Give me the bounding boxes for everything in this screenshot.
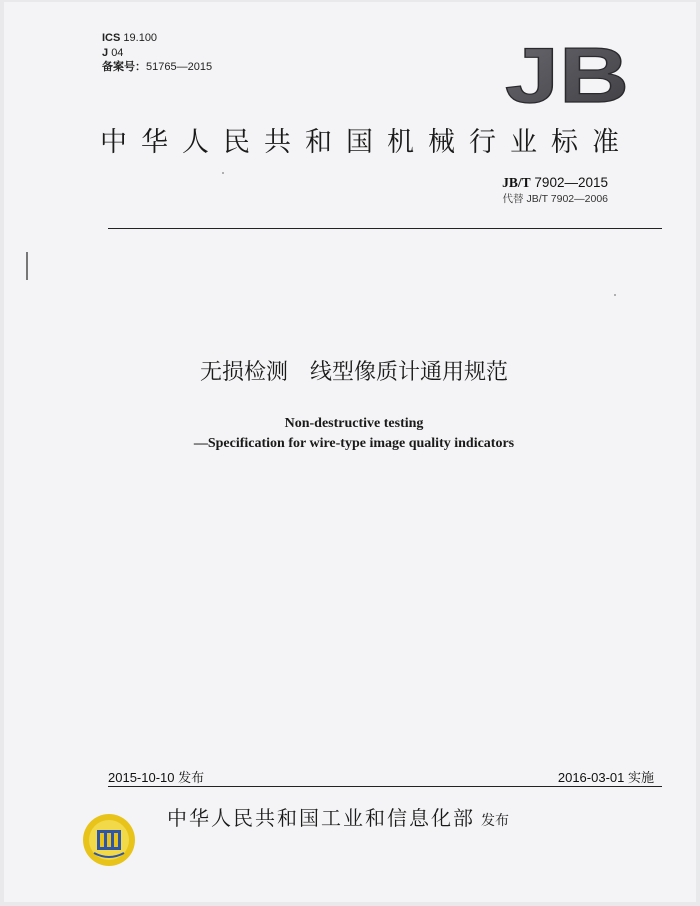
issuing-authority: 中华人民共和国工业和信息化部 发布 — [167, 806, 509, 830]
classification-block — [102, 31, 212, 75]
replaces-note: 代替 JB/T 7902—2006 — [502, 193, 608, 205]
jb-logo-text: JB — [505, 38, 629, 108]
filing-number: 备案号：51765—2015 — [102, 61, 213, 73]
jb-logo — [502, 38, 632, 108]
document-page — [4, 2, 696, 902]
scan-speck — [614, 294, 616, 296]
effective-date: 2016-03-01 实施 — [557, 770, 654, 785]
standard-number-block — [502, 174, 608, 208]
issue-date: 2015-10-10 发布 — [108, 770, 205, 785]
title-chinese: 无损检测 线型像质计通用规范 — [199, 360, 508, 385]
title-english-line1: Non-destructive testing — [284, 416, 424, 431]
footer-divider — [108, 786, 662, 787]
header-divider — [108, 228, 662, 229]
ics-code: ICS 19.100 — [102, 32, 158, 44]
ccs-code: J 04 — [102, 46, 124, 59]
title-english — [4, 414, 700, 454]
scan-speck — [222, 172, 224, 174]
scan-edge-mark — [26, 252, 28, 280]
standard-number: JB/T 7902—2015 — [502, 175, 608, 190]
title-english-line2: —Specification for wire-type image quality indicators — [193, 436, 515, 451]
ministry-emblem-icon — [82, 813, 136, 867]
standard-category: 中华人民共和国机械行业标准 — [100, 127, 633, 158]
